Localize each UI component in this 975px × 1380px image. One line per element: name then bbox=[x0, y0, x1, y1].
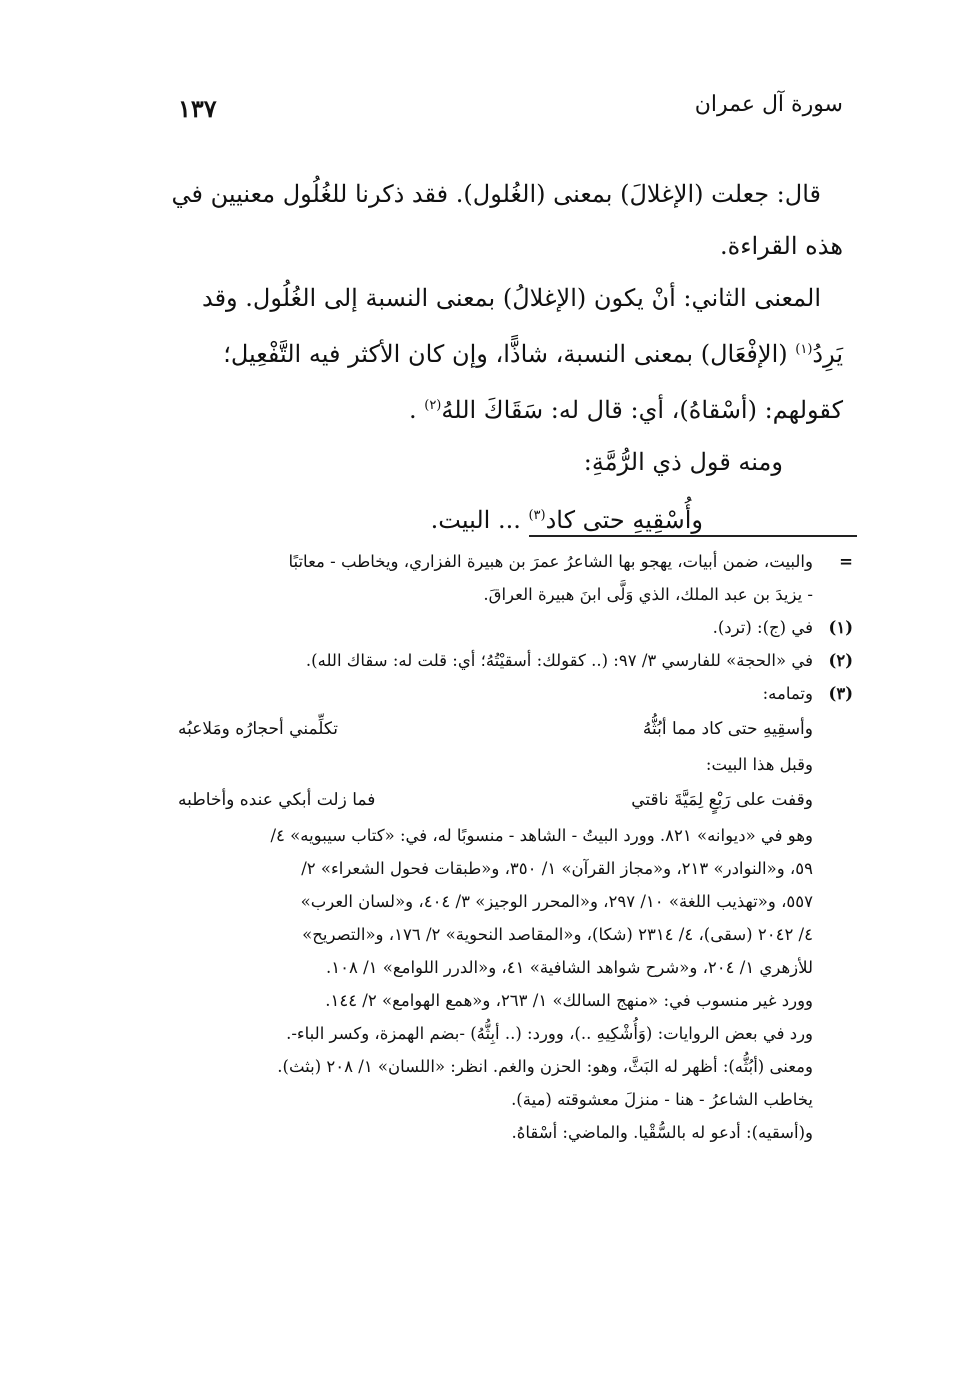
footnote-line: يخاطب الشاعرُ - هنا - منزلَ معشوقته (مية). bbox=[511, 1090, 813, 1109]
footnote-line: و(أسقيه): أدعو له بالسُّقْيا. والماضي: أسْقاهُ. bbox=[511, 1123, 813, 1142]
footnote-line: - يزيدَ بن عبد الملك، الذي وَلَّى ابنَ هبيرة العراقَ. bbox=[483, 585, 813, 604]
footnote-1 bbox=[120, 611, 853, 644]
footnote-verse bbox=[120, 710, 853, 748]
paragraph-line: هذه القراءة. bbox=[720, 232, 843, 260]
hemistich: تكلِّمني أحجارُه ومَلاعبُه bbox=[178, 719, 339, 739]
footnote-line: ٥٥٧، و«تهذيب اللغة» ١٠/ ٢٩٧، و«المحرر الوجيز» ٣/ ٤٠٤، و«لسان العرب» bbox=[300, 892, 813, 911]
footnote-line: ٤/ ٢٠٤٢ (سقى)، ٤/ ٢٣١٤ (شكا)، و«المقاصد النحوية» ٢/ ١٧٦، و«التصريح» bbox=[302, 925, 813, 944]
text-run: (الإفْعَال) بمعنى النسبة، شاذًّا، وإن كان الأكثر فيه التَّفْعِيل؛ bbox=[223, 340, 796, 368]
hemistich: وقفت على رَبْعٍ لِمَيَّةَ ناقتي bbox=[631, 790, 813, 810]
footnote-line: ورد في بعض الروايات: (وَأُشْكِيهِ ..)، وورد: (.. أبِثُّهُ) -بضم الهمزة، وكسر الباء-. bbox=[286, 1024, 813, 1043]
footnote-line: وورد غير منسوب في: «منهج السالك» ١/ ٢٦٣، و«همع الهوامع» ٢/ ١٤٤. bbox=[325, 991, 813, 1010]
running-header-title: سورة آل عمران bbox=[694, 92, 843, 117]
footnote-mark: (٢) bbox=[828, 651, 853, 670]
footnote-ref-1[interactable]: (١) bbox=[795, 342, 813, 357]
hemistich: وأسقِيهِ حتى كاد مما أبُثُّهُ bbox=[642, 719, 813, 739]
text-run: ... البيت. bbox=[430, 506, 529, 534]
continuation-mark: = bbox=[839, 552, 853, 571]
footnote-line: وقبل هذا البيت: bbox=[705, 755, 813, 774]
text-run: يَرِدُ bbox=[812, 340, 843, 368]
footnote-ref-3[interactable]: (٣) bbox=[528, 508, 546, 523]
paragraph-line: قال: جعلت (الإغلالَ) بمعنى (الغُلول). فقد ذكرنا للغُلُول معنيين في bbox=[171, 180, 821, 208]
footnote-line: ومعنى (أبُثُّه): أظهر له البَثَّ، وهو: الحزن والغم. انظر: «اللسان» ١/ ٢٠٨ (بثث). bbox=[277, 1057, 813, 1076]
text-run: وأُسْقِيهِ حتى كاد bbox=[545, 506, 703, 534]
footnote-line bbox=[120, 545, 853, 578]
footnote-2 bbox=[120, 644, 853, 677]
footnote-verse bbox=[120, 781, 853, 819]
footnote-line: ٥٩، و«النوادر» ٢١٣، و«مجاز القرآن» ١/ ٣٥٠، و«طبقات فحول الشعراء» ٢/ bbox=[301, 859, 813, 878]
footnotes bbox=[120, 545, 853, 1149]
main-text bbox=[128, 168, 843, 548]
verse-intro: ومنه قول ذي الرُّمَّةِ: bbox=[583, 448, 783, 476]
footnote-text: والبيت، ضمن أبيات، يهجو بها الشاعرُ عمرَ بن هبيرة الفزاري، ويخاطب - معاتبًا bbox=[288, 552, 813, 571]
footnote-divider bbox=[529, 535, 857, 537]
quoted-verse bbox=[128, 488, 843, 548]
paragraph-line bbox=[128, 380, 843, 436]
footnote-line: للأزهري ١/ ٢٠٤، و«شرح شواهد الشافية» ٤١، و«الدرر اللوامع» ١/ ١٠٨. bbox=[325, 958, 813, 977]
footnote-mark: (١) bbox=[828, 618, 853, 637]
hemistich: فما زلت أبكي عنده وأخاطبه bbox=[178, 790, 376, 810]
paragraph-line: المعنى الثاني: أنْ يكون (الإغلالُ) بمعنى النسبة إلى الغُلُول. وقد bbox=[201, 284, 821, 312]
text-run: . bbox=[408, 396, 425, 424]
footnote-text: في (ج): (ترد). bbox=[712, 618, 813, 637]
text-run: كقولهم: (أسْقاهُ)، أي: قال له: سَقَاكَ اللهُ bbox=[441, 396, 843, 424]
page-number: ١٣٧ bbox=[178, 94, 217, 123]
footnote-mark: (٣) bbox=[828, 684, 853, 703]
footnote-ref-2[interactable]: (٢) bbox=[424, 398, 442, 413]
footnote-text: في «الحجة» للفارسي ٣/ ٩٧: (.. كقولك: أسقيْتُهُ؛ أي: قلت له: سقاك الله). bbox=[305, 651, 813, 670]
paragraph-line bbox=[128, 324, 843, 380]
footnote-3 bbox=[120, 677, 853, 710]
footnote-text: وتمامه: bbox=[762, 684, 813, 703]
footnote-line: وهو في «ديوانه» ٨٢١. وورد البيتُ - الشاهد - منسوبًا له، في: «كتاب سيبويه» ٤/ bbox=[270, 826, 813, 845]
